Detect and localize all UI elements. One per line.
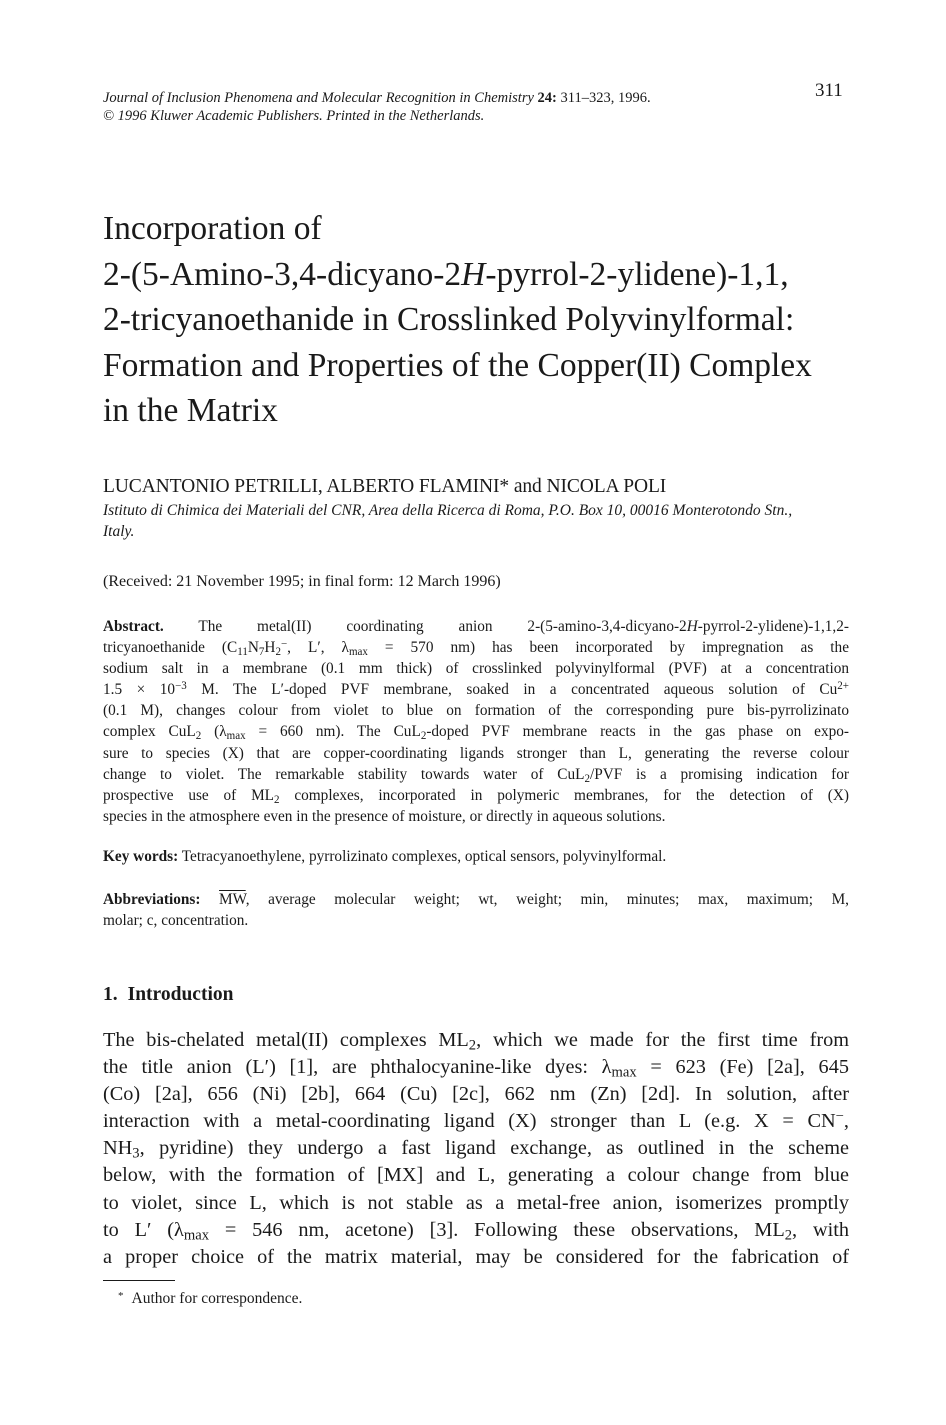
abbreviations-label: Abbreviations: (103, 891, 201, 908)
title-line: 2-(5-Amino-3,4-dicyano-2H-pyrrol-2-ylidene)-1,1, (103, 255, 789, 293)
footnote-marker: * (118, 1290, 124, 1302)
journal-name: Journal of Inclusion Phenomena and Molecular Recognition in Chemistry (103, 90, 534, 106)
keywords (103, 846, 849, 867)
title-line: in the Matrix (103, 392, 278, 429)
keywords-text: Tetracyanoethylene, pyrrolizinato complexes, optical sensors, polyvinylformal. (181, 848, 667, 865)
title-line: Incorporation of (103, 210, 322, 247)
paper-title (103, 206, 893, 434)
section-heading (103, 984, 233, 1006)
journal-pages-year: 311–323, 1996. (560, 90, 651, 106)
abstract-label: Abstract. (103, 618, 164, 635)
introduction-paragraph: The bis-chelated metal(II) complexes $ML_2$, which we made for the first time from the title anion (L′) [1], are phthalocyanine-like dyes: $\lambda_{max} = 623$ (Fe) [2a], 645 (Co) [2a], 656 (Ni) [2b], 664 (Cu) [2c], 662 nm (Zn) [2d]. In solution, after interaction with a metal-coordinating ligand (X) stronger than L (e.g. X = CN−, $NH_3$, pyridine) they undergo a fast ligand exchange, as outlined in the scheme below, with the formation of [MX] and L, generating a colour change from blue to violet, since L, which is not stable as a metal-free anion, isomerizes promptly to L′ ($\lambda_{max} = 546$ nm, acetone) [3]. Following these observations, $ML_2$, with a proper choice of the matrix material, may be considered for the fabrication of (103, 1029, 849, 1268)
keywords-label: Key words: (103, 848, 179, 865)
title-line: 2-tricyanoethanide in Crosslinked Polyvinylformal: (103, 301, 795, 338)
journal-volume: 24: (537, 90, 557, 106)
page-number: 311 (815, 80, 843, 101)
section-title: Introduction (127, 984, 234, 1005)
abstract: Abstract. The metal(II) coordinating anion 2-(5-amino-3,4-dicyano-2H-pyrrol-2-ylidene)-1,1,2- tricyanoethanide ($C_{11}N_7H_2^-$, L′, $\lambda_{max} = 570$ nm) has been incorporated by impregnation as the sodium salt in a membrane (0.1 mm thick) of crosslinked polyvinylformal (PVF) at a concentration $1.5 \times 10^{-3}$ M. The L′-doped PVF membrane, soaked in a concentrated aqueous solution of $Cu^{2+}$ (0.1 M), changes colour from violet to blue on formation of the corresponding pure bis-pyrrolizinato complex CuL$_2$ ($\lambda_{max} = 660$ nm). The CuL$_2$-doped PVF membrane reacts in the gas phase on expo- sure to species (X) that are copper-coordinating ligands stronger than L, generating the reverse colour change to violet. The remarkable stability towards water of CuL$_2$/PVF is a promising indication for prospective use of $ML_2$ complexes, incorporated in polymeric membranes, for the detection of (X) species in the atmosphere even in the presence of moisture, or directly in aqueous solutions. (103, 618, 850, 825)
author-affiliation: Istituto di Chimica dei Materiali del CNR, Area della Ricerca di Roma, P.O. Box 10, 00016 Monterotondo Stn., Italy. (103, 502, 793, 540)
footnote-rule (103, 1280, 175, 1281)
received-dates: (Received: 21 November 1995; in final form: 12 March 1996) (103, 573, 501, 590)
title-line: Formation and Properties of the Copper(II) Complex (103, 346, 812, 384)
footnote (118, 1290, 302, 1308)
journal-citation (103, 89, 651, 107)
author-list: LUCANTONIO PETRILLI, ALBERTO FLAMINI* and NICOLA POLI (103, 476, 667, 497)
copyright-line: © 1996 Kluwer Academic Publishers. Printed in the Netherlands. (103, 108, 485, 124)
section-number: 1. (103, 984, 118, 1005)
abbreviations: Abbreviations: $\overline{MW}$, average molecular weight; wt, weight; min, minutes; max, maximum; M, molar; c, concentration. (103, 891, 849, 930)
footnote-text: Author for correspondence. (131, 1290, 303, 1307)
